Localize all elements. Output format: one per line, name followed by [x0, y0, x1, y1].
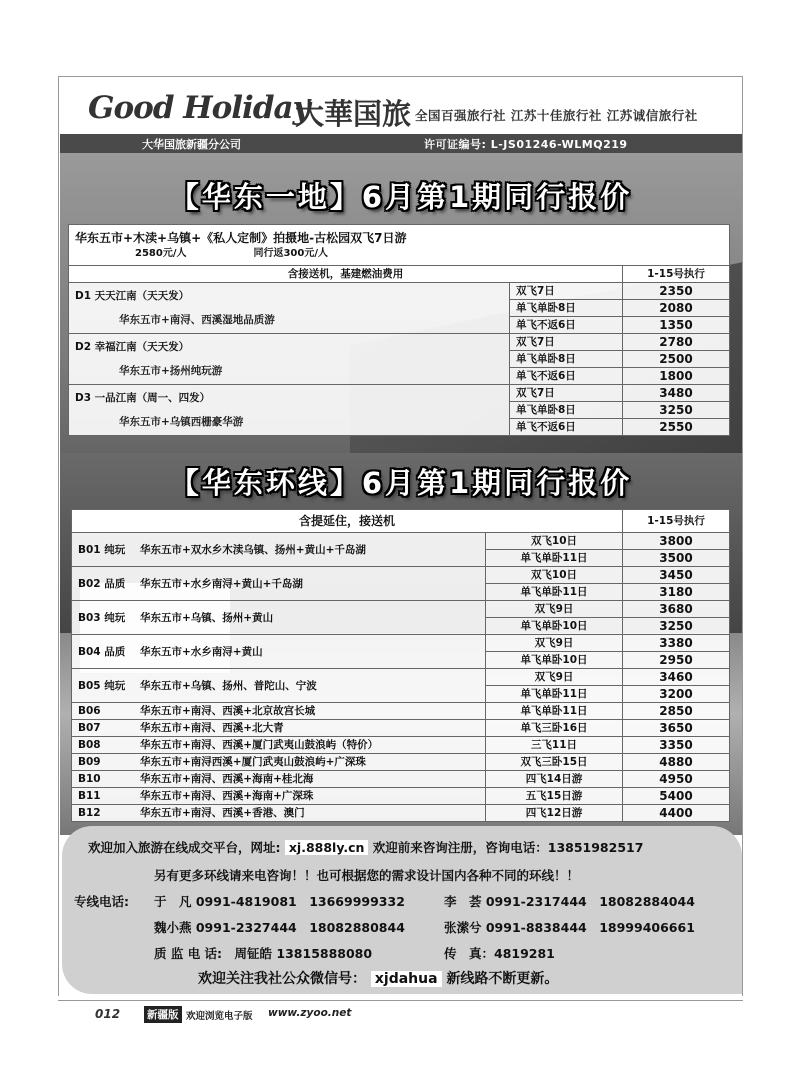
footer-text: 欢迎浏览电子版: [186, 1011, 253, 1022]
price-cell: 3250: [623, 618, 730, 635]
price-cell: 1800: [623, 368, 730, 385]
loop-code: B10: [78, 773, 101, 785]
loop-group-cell: [72, 635, 486, 669]
route-group-desc: 华东五市+扬州纯玩游: [119, 365, 223, 377]
route-title: 华东五市+木渎+乌镇+《私人定制》拍摄地-古松园双飞7日游: [75, 231, 407, 245]
duration-cell: 单飞单卧10日: [486, 652, 623, 669]
loop-group-cell: [72, 567, 486, 601]
brand-logo-cn: 大華国旅: [295, 97, 412, 131]
price-cell: 2500: [623, 351, 730, 368]
price-cell: 2850: [623, 703, 730, 720]
duration-cell: 单飞单卧10日: [486, 618, 623, 635]
route-group-cell: [69, 283, 510, 334]
section1-table: [68, 224, 730, 436]
duration-cell: 单飞单卧8日: [510, 402, 623, 419]
footer-site[interactable]: www.zyoo.net: [268, 1007, 352, 1019]
loop-desc: 华东五市+南浔、西溪+厦门武夷山鼓浪屿（特价）: [140, 739, 379, 751]
loop-code: B05 纯玩: [78, 679, 126, 692]
loop-code: B07: [78, 722, 101, 734]
duration-cell: 四飞14日游: [486, 771, 623, 788]
loop-code: B12: [78, 807, 101, 819]
loop-row: [72, 703, 730, 720]
loop-group-cell: [72, 754, 486, 771]
route-group-name: D2 幸福江南（天天发）: [75, 341, 190, 353]
loop-row: [72, 737, 730, 754]
route-group-desc: 华东五市+南浔、西溪湿地品质游: [119, 314, 275, 326]
price-cell: 3800: [623, 533, 730, 550]
license-number: 许可证编号: L-JS01246-WLMQ219: [424, 138, 628, 151]
loop-row: [72, 754, 730, 771]
hotline-label: 专线电话:: [74, 894, 129, 909]
duration-cell: 双飞10日: [486, 567, 623, 584]
section1-period: 1-15号执行: [623, 266, 730, 283]
price-cell: 3350: [623, 737, 730, 754]
price-cell: 2550: [623, 419, 730, 436]
contact-yu: 于 凡 0991-4819081 13669999332: [154, 894, 405, 909]
contact-panel: [62, 826, 742, 994]
duration-cell: 五飞15日游: [486, 788, 623, 805]
price-cell: 3380: [623, 635, 730, 652]
loop-code: B06: [78, 705, 101, 717]
duration-cell: 双飞7日: [510, 334, 623, 351]
section1-note: 含接送机，基建燃油费用: [69, 266, 623, 283]
loop-code: B11: [78, 790, 101, 802]
loop-row: [72, 771, 730, 788]
duration-cell: 双飞9日: [486, 601, 623, 618]
route-group-desc: 华东五市+乌镇西栅豪华游: [119, 416, 244, 428]
footer-rule: [58, 1000, 743, 1001]
duration-cell: 单飞单卧8日: [510, 300, 623, 317]
duration-cell: 双飞9日: [486, 635, 623, 652]
loop-group-cell: [72, 788, 486, 805]
duration-cell: 单飞单卧11日: [486, 703, 623, 720]
price-line-b: 同行返300元/人: [253, 248, 328, 259]
duration-cell: 双飞7日: [510, 283, 623, 300]
branch-bar: [60, 134, 742, 153]
loop-desc: 华东五市+南浔、西溪+香港、澳门: [140, 807, 305, 819]
loop-code: B03 纯玩: [78, 611, 126, 624]
price-cell: 2950: [623, 652, 730, 669]
section2-title: 【华东环线】6月第1期同行报价: [169, 466, 633, 500]
fax: 传 真：4819281: [444, 946, 555, 961]
price-cell: 1350: [623, 317, 730, 334]
duration-cell: 双飞三卧15日: [486, 754, 623, 771]
frame-top-border: [58, 76, 743, 77]
price-cell: 4950: [623, 771, 730, 788]
duration-cell: 单飞单卧11日: [486, 550, 623, 567]
agency-honors: 全国百强旅行社 江苏十佳旅行社 江苏诚信旅行社: [415, 108, 698, 123]
route-group-name: D1 天天江南（天天发）: [75, 290, 190, 302]
loop-desc: 华东五市+南浔、西溪+北京故宫长城: [140, 705, 316, 717]
duration-cell: 单飞不返6日: [510, 419, 623, 436]
loop-code: B08: [78, 739, 101, 751]
price-cell: 2080: [623, 300, 730, 317]
section2-table: [71, 509, 730, 822]
price-cell: 2350: [623, 283, 730, 300]
loop-row: [72, 567, 730, 584]
wechat-text-a: 欢迎关注我社公众微信号：: [198, 971, 366, 987]
price-cell: 3680: [623, 601, 730, 618]
contact-wei: 魏小燕 0991-2327444 18082880844: [154, 920, 405, 935]
welcome-text-b: 欢迎前来咨询注册，咨询电话：13851982517: [372, 840, 644, 855]
route-cell: [69, 225, 730, 266]
loop-group-cell: [72, 737, 486, 754]
quality-hotline: 质 监 电 话: 周钲皓 13815888080: [154, 946, 373, 961]
platform-url[interactable]: xj.888ly.cn: [285, 840, 369, 855]
loop-desc: 华东五市+南浔西溪+厦门武夷山鼓浪屿+广深珠: [140, 756, 366, 768]
price-cell: 3650: [623, 720, 730, 737]
contact-zhang: 张潆兮 0991-8838444 18999406661: [444, 920, 695, 935]
loop-row: [72, 720, 730, 737]
duration-cell: 单飞单卧8日: [510, 351, 623, 368]
route-row: [69, 385, 730, 402]
price-cell: 4400: [623, 805, 730, 822]
duration-cell: 单飞不返6日: [510, 317, 623, 334]
loop-group-cell: [72, 720, 486, 737]
price-cell: 3500: [623, 550, 730, 567]
loop-row: [72, 669, 730, 686]
more-routes: 另有更多环线请来电咨询！！也可根据您的需求设计国内各种不同的环线！！: [154, 868, 580, 883]
loop-desc: 华东五市+乌镇、扬州+黄山: [140, 611, 274, 624]
loop-group-cell: [72, 805, 486, 822]
loop-desc: 华东五市+南浔、西溪+海南+桂北海: [140, 773, 314, 785]
loop-row: [72, 805, 730, 822]
price-cell: 3180: [623, 584, 730, 601]
page-number: 012: [95, 1007, 121, 1021]
welcome-text-a: 欢迎加入旅游在线成交平台，网址:: [88, 840, 281, 855]
duration-cell: 单飞三卧16日: [486, 720, 623, 737]
loop-code: B02 品质: [78, 577, 126, 590]
loop-row: [72, 533, 730, 550]
route-group-cell: [69, 334, 510, 385]
loop-group-cell: [72, 669, 486, 703]
duration-cell: 双飞7日: [510, 385, 623, 402]
loop-group-cell: [72, 533, 486, 567]
price-cell: 3460: [623, 669, 730, 686]
duration-cell: 双飞10日: [486, 533, 623, 550]
price-cell: 3480: [623, 385, 730, 402]
price-line-a: 2580元/人: [135, 248, 187, 259]
duration-cell: 单飞单卧11日: [486, 686, 623, 703]
section1-title: 【华东一地】6月第1期同行报价: [169, 180, 633, 214]
loop-code: B01 纯玩: [78, 543, 126, 556]
duration-cell: 双飞9日: [486, 669, 623, 686]
loop-desc: 华东五市+水乡南浔+黄山+千岛湖: [140, 577, 303, 590]
wechat-text-b: 新线路不断更新。: [446, 971, 559, 987]
loop-row: [72, 601, 730, 618]
loop-desc: 华东五市+双水乡木渎乌镇、扬州+黄山+千岛湖: [140, 543, 366, 556]
wechat-line: [198, 968, 558, 988]
loop-desc: 华东五市+水乡南浔+黄山: [140, 645, 263, 658]
loop-group-cell: [72, 771, 486, 788]
route-group-name: D3 一品江南（周一、四发）: [75, 392, 211, 404]
duration-cell: 单飞单卧11日: [486, 584, 623, 601]
contact-li: 李 荟 0991-2317444 18082884044: [444, 894, 695, 909]
wechat-id: xjdahua: [371, 971, 442, 987]
duration-cell: 单飞不返6日: [510, 368, 623, 385]
frame-left-border: [58, 76, 59, 996]
loop-row: [72, 635, 730, 652]
loop-code: B09: [78, 756, 101, 768]
route-row: [69, 334, 730, 351]
loop-group-cell: [72, 703, 486, 720]
price-cell: 2780: [623, 334, 730, 351]
loop-group-cell: [72, 601, 486, 635]
branch-name: 大华国旅新疆分公司: [142, 138, 241, 151]
route-row: [69, 283, 730, 300]
price-cell: 3450: [623, 567, 730, 584]
price-cell: 3200: [623, 686, 730, 703]
loop-code: B04 品质: [78, 645, 126, 658]
section2-note: 含提延住，接送机: [72, 510, 623, 533]
price-line: [75, 246, 723, 262]
loop-desc: 华东五市+乌镇、扬州、普陀山、宁波: [140, 679, 317, 692]
edition-badge: 新疆版: [144, 1006, 182, 1023]
duration-cell: 四飞12日游: [486, 805, 623, 822]
welcome-line: [88, 838, 643, 856]
price-cell: 3250: [623, 402, 730, 419]
loop-row: [72, 788, 730, 805]
loop-desc: 华东五市+南浔、西溪+北大青: [140, 722, 284, 734]
price-cell: 4880: [623, 754, 730, 771]
duration-cell: 三飞11日: [486, 737, 623, 754]
loop-desc: 华东五市+南浔、西溪+海南+广深珠: [140, 790, 314, 802]
price-cell: 5400: [623, 788, 730, 805]
section2-period: 1-15号执行: [623, 510, 730, 533]
frame-right-border: [742, 76, 743, 996]
route-group-cell: [69, 385, 510, 436]
brand-logo: Good Holiday: [88, 90, 310, 126]
